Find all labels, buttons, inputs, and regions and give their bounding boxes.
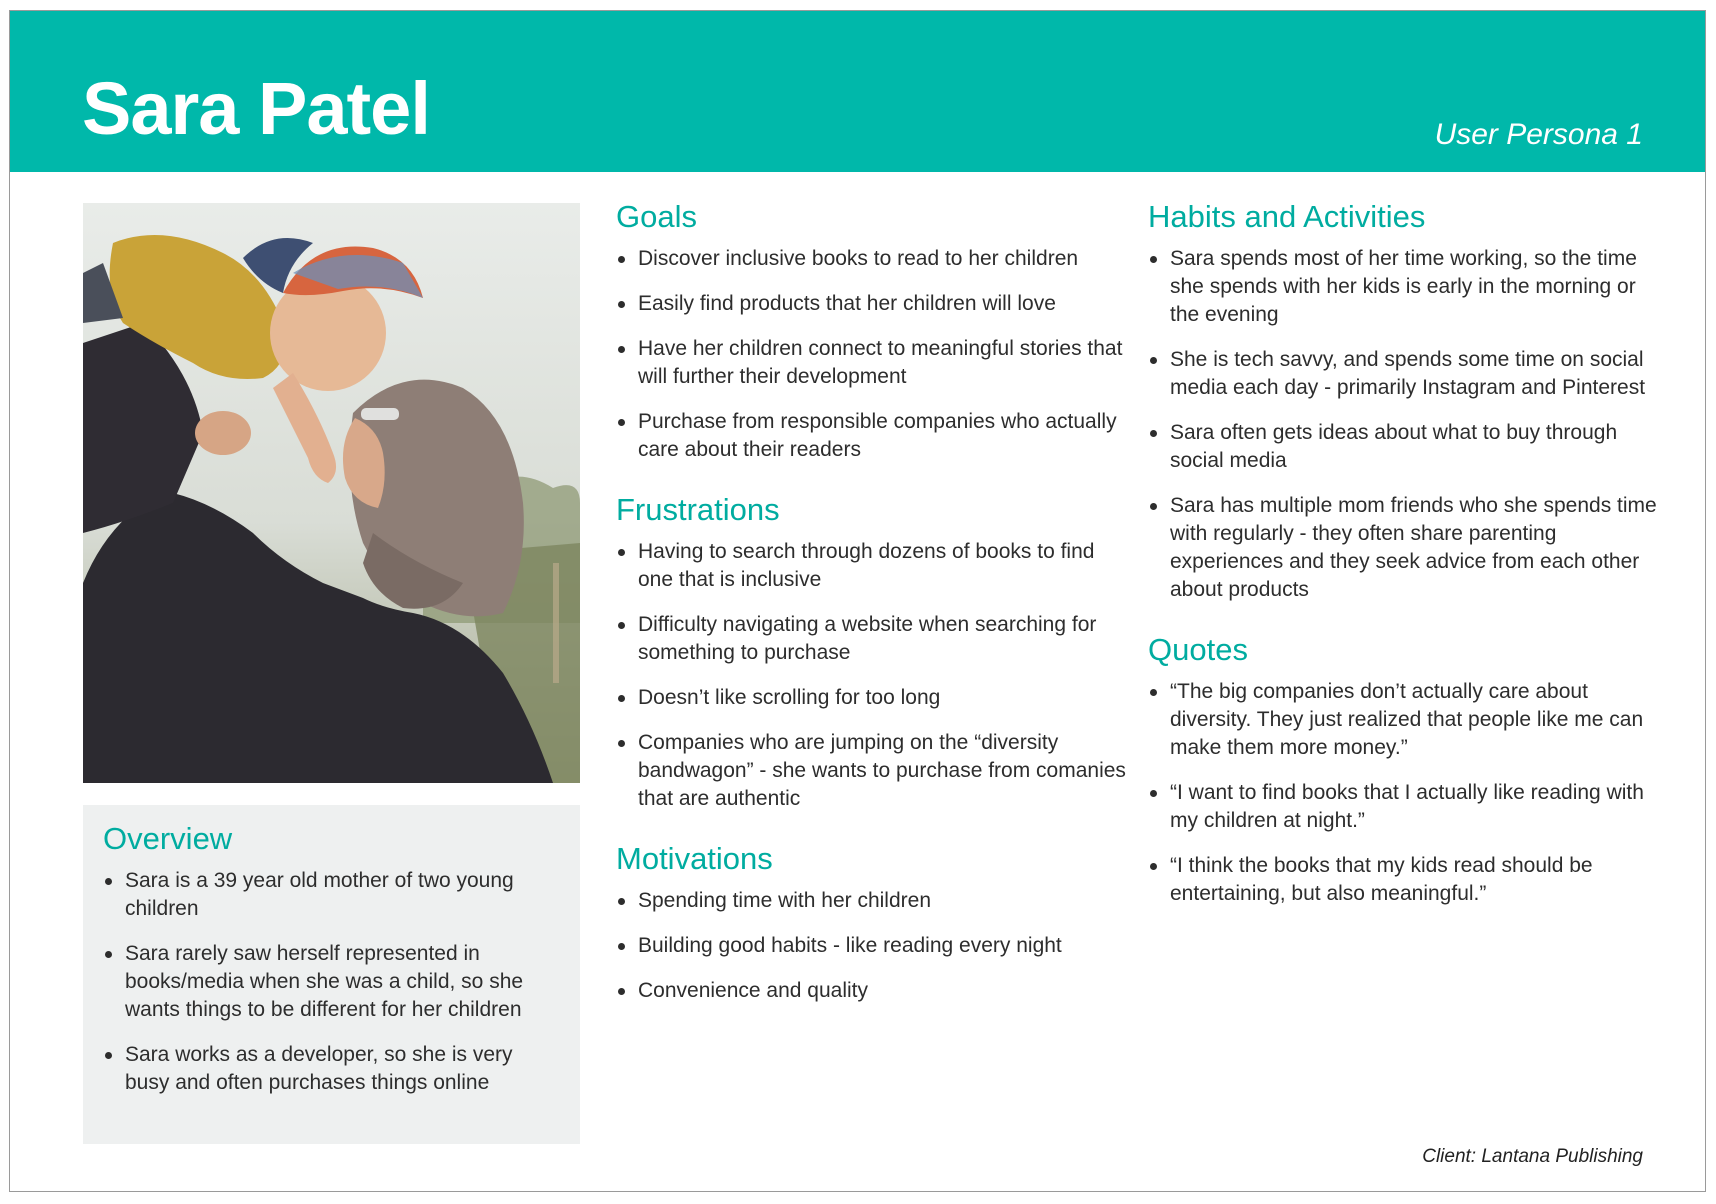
goals-list bbox=[616, 245, 1126, 464]
persona-name: Sara Patel bbox=[82, 67, 430, 150]
frustrations-title: Frustrations bbox=[616, 492, 780, 527]
persona-header bbox=[10, 11, 1705, 172]
habits-list bbox=[1148, 245, 1668, 604]
persona-card bbox=[9, 10, 1706, 1192]
habits-item: Sara spends most of her time working, so the time she spends with her kids is early in the morning or the evening bbox=[1148, 245, 1668, 329]
habits-item: Sara has multiple mom friends who she spends time with regularly - they often share parenting experiences and they seek advice from each other about products bbox=[1148, 492, 1668, 604]
frustrations-item: Having to search through dozens of books to find one that is inclusive bbox=[616, 538, 1126, 594]
motivations-item: Building good habits - like reading every night bbox=[616, 932, 1126, 960]
habits-section bbox=[1148, 197, 1668, 604]
frustrations-item: Doesn’t like scrolling for too long bbox=[616, 684, 1126, 712]
overview-item: Sara is a 39 year old mother of two young children bbox=[103, 867, 562, 923]
goals-item: Discover inclusive books to read to her children bbox=[616, 245, 1126, 273]
frustrations-item: Difficulty navigating a website when searching for something to purchase bbox=[616, 611, 1126, 667]
mother-lifting-child-photo-icon bbox=[83, 203, 580, 783]
right-column bbox=[1148, 197, 1668, 934]
motivations-list bbox=[616, 887, 1126, 1005]
quotes-list bbox=[1148, 678, 1668, 908]
overview-item: Sara rarely saw herself represented in books/media when she was a child, so she wants things to be different for her children bbox=[103, 940, 562, 1024]
persona-photo bbox=[83, 203, 580, 783]
habits-title: Habits and Activities bbox=[1148, 199, 1426, 234]
middle-column bbox=[616, 197, 1126, 1031]
frustrations-item: Companies who are jumping on the “diversity bandwagon” - she wants to purchase from comanies that are authentic bbox=[616, 729, 1126, 813]
motivations-title: Motivations bbox=[616, 841, 773, 876]
goals-item: Easily find products that her children will love bbox=[616, 290, 1126, 318]
client-credit: Client: Lantana Publishing bbox=[1422, 1146, 1643, 1167]
quote-item: “The big companies don’t actually care about diversity. They just realized that people like me can make them more money.” bbox=[1148, 678, 1668, 762]
overview-item: Sara works as a developer, so she is very busy and often purchases things online bbox=[103, 1041, 562, 1097]
motivations-item: Spending time with her children bbox=[616, 887, 1126, 915]
persona-tag: User Persona 1 bbox=[1434, 118, 1643, 151]
frustrations-list bbox=[616, 538, 1126, 813]
frustrations-section bbox=[616, 490, 1126, 813]
goals-title: Goals bbox=[616, 199, 697, 234]
overview-list bbox=[103, 867, 562, 1097]
overview-title: Overview bbox=[103, 821, 233, 856]
motivations-section bbox=[616, 839, 1126, 1005]
overview-panel bbox=[83, 805, 580, 1144]
goals-item: Have her children connect to meaningful stories that will further their development bbox=[616, 335, 1126, 391]
quotes-section bbox=[1148, 630, 1668, 908]
motivations-item: Convenience and quality bbox=[616, 977, 1126, 1005]
quote-item: “I think the books that my kids read should be entertaining, but also meaningful.” bbox=[1148, 852, 1668, 908]
goals-item: Purchase from responsible companies who actually care about their readers bbox=[616, 408, 1126, 464]
habits-item: She is tech savvy, and spends some time on social media each day - primarily Instagram and Pinterest bbox=[1148, 346, 1668, 402]
quotes-title: Quotes bbox=[1148, 632, 1248, 667]
goals-section bbox=[616, 197, 1126, 464]
quote-item: “I want to find books that I actually like reading with my children at night.” bbox=[1148, 779, 1668, 835]
habits-item: Sara often gets ideas about what to buy through social media bbox=[1148, 419, 1668, 475]
